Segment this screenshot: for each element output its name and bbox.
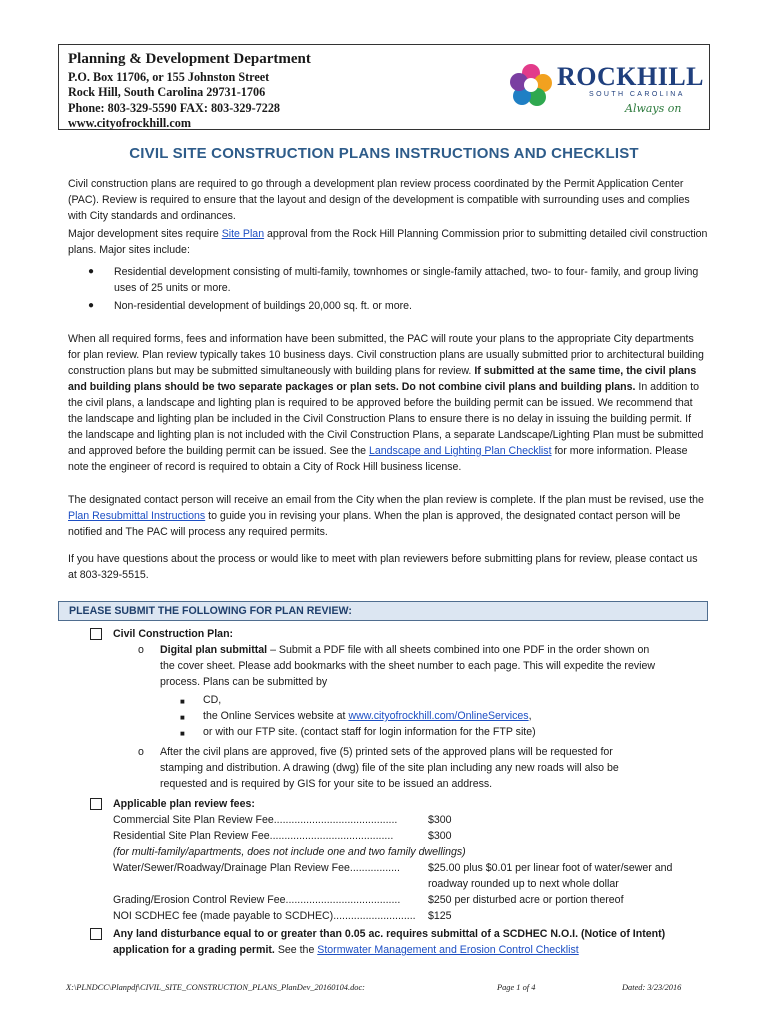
square-bullet-icon: ■ (180, 729, 185, 738)
website[interactable]: www.cityofrockhill.com (68, 115, 191, 130)
land-disturbance-checkbox[interactable] (90, 928, 102, 940)
logo-tagline: Always on (625, 102, 682, 115)
digital-submittal-label: Digital plan submittal (160, 644, 268, 656)
fee-name: NOI SCDHEC fee (made payable to SCDHEC) (113, 910, 334, 922)
landscape-checklist-link[interactable]: Landscape and Lighting Plan Checklist (368, 445, 552, 457)
fee-dots: ................. (349, 862, 400, 874)
fees-label: Applicable plan review fees: (113, 798, 255, 810)
fee-amount: $300 (428, 830, 452, 842)
fee-name: Grading/Erosion Control Review Fee (113, 894, 286, 906)
square-bullet-icon: ■ (180, 697, 185, 706)
site-plan-link[interactable]: Site Plan (221, 228, 265, 240)
organization-block (68, 50, 311, 131)
contact-text-a: The designated contact person will receive an email from the City when the plan review is complete. If the plan must be revised, use the (68, 494, 704, 506)
digital-submittal-line-1 (160, 642, 649, 658)
option-ftp: or with our FTP site. (contact staff for login information for the FTP site) (203, 726, 536, 738)
fee-name: Water/Sewer/Roadway/Drainage Plan Review Fee (113, 862, 350, 874)
circle-bullet-icon: o (138, 746, 144, 758)
circle-bullet-icon: o (138, 644, 144, 656)
fee-amount-continued: roadway rounded up to next whole dollar (428, 878, 619, 890)
logo-wordmark: ROCKHILL (557, 62, 705, 91)
letterhead (58, 44, 710, 130)
option-online-text: the Online Services website at (203, 710, 349, 722)
fees-checkbox[interactable] (90, 798, 102, 810)
major-sites-paragraph (68, 226, 708, 258)
approved-plans-line-2: stamping and distribution. A drawing (dwg) file of the site plan including any new roads will also be (160, 762, 619, 774)
fee-dots: .......................................... (269, 830, 394, 842)
rock-hill-logo (507, 55, 705, 123)
fee-row-noi (113, 908, 416, 924)
phone-fax: Phone: 803-329-5590 FAX: 803-329-7228 (68, 100, 281, 115)
approved-plans-line-1: After the civil plans are approved, five (5) printed sets of the approved plans will be requested for (160, 746, 613, 758)
org-name: Planning & Development Department (68, 51, 311, 67)
address-line-2: Rock Hill, South Carolina 29731-1706 (68, 85, 266, 100)
fee-dots: ............................ (333, 910, 416, 922)
major-sites-text-b: approval from the Rock Hill Planning Commission prior to submitting detailed civil construction plans. Major sites include: (68, 228, 708, 256)
resubmittal-link[interactable]: Plan Resubmittal Instructions (68, 510, 206, 522)
land-disturbance-bold: application for a grading permit. (113, 944, 275, 956)
section-heading: PLEASE SUBMIT THE FOLLOWING FOR PLAN REVIEW: (69, 605, 352, 617)
contact-text-b: to guide you in revising your plans. When the plan is approved, the designated contact person will be notified and The PAC will process any required permits. (68, 510, 681, 538)
fee-name: Commercial Site Plan Review Fee (113, 814, 274, 826)
footer-page-number: Page 1 of 4 (497, 983, 536, 992)
digital-submittal-line-2: the cover sheet. Please add bookmarks with the sheet number to each page. This will expedite the review (160, 660, 656, 672)
option-online-comma: , (528, 710, 532, 722)
land-disturbance-see: See the (274, 944, 318, 956)
fee-row-water-sewer (113, 860, 400, 876)
digital-submittal-text: – Submit a PDF file with all sheets combined into one PDF in the order shown on (267, 644, 650, 656)
fee-row-commercial (113, 812, 397, 828)
process-warning: If submitted at the same time, the civil plans and building plans should be two separate packages or plan sets. Do not combine civil plans and building plans. (68, 365, 697, 393)
square-bullet-icon: ■ (180, 713, 185, 722)
pinwheel-icon (507, 61, 555, 109)
section-heading-bar (58, 601, 708, 621)
bullet-residential: Residential development consisting of multi-family, townhomes or single-family attached, two- to four- family, and group living uses of 25 units or more. (114, 266, 699, 294)
digital-submittal-line-3: process. Plans can be submitted by (160, 676, 328, 688)
fee-amount: $300 (428, 814, 452, 826)
stormwater-checklist-link[interactable]: Stormwater Management and Erosion Control Checklist (317, 944, 579, 956)
online-services-link[interactable]: www.cityofrockhill.com/OnlineServices (348, 710, 529, 722)
footer-date: Dated: 3/23/2016 (622, 983, 682, 992)
document-title: CIVIL SITE CONSTRUCTION PLANS INSTRUCTIONS AND CHECKLIST (129, 145, 639, 162)
fee-row-residential (113, 828, 393, 844)
footer-file-path: X:\PLNDCC\Planpdf\CIVIL_SITE_CONSTRUCTION_PLANS_PlanDev_20160104.doc: (66, 983, 365, 992)
approved-plans-line-3: requested and is required by GIS for your site to be issued an address. (160, 778, 493, 790)
option-online (203, 708, 532, 724)
intro-paragraph: Civil construction plans are required to go through a development plan review process coordinated by the Permit Application Center (PAC). Review is required to ensure that the layout and design of the development is compatible with surrounding uses and complies with City standards and ordinances. (68, 178, 690, 222)
process-text-a: When all required forms, fees and information have been submitted, the PAC will route your plans to the appropriate City departments for plan review. Plan review typically takes 10 business days. Civil construction plans are usually submitted prior to architectural building construction plans but may be submitted simultaneously with building plans for review. (68, 333, 704, 377)
fee-dots: .......................................... (273, 814, 398, 826)
fee-name: Residential Site Plan Review Fee (113, 830, 270, 842)
fee-row-grading (113, 892, 400, 908)
address-line-1: P.O. Box 11706, or 155 Johnston Street (68, 70, 270, 84)
civil-plan-label: Civil Construction Plan: (113, 628, 234, 640)
process-text-b: In addition to the civil plans, a landscape and lighting plan is required to be approved before the building permit can be issued. We recommend that the landscape and lighting plan be included in the Civil Construction Plans to ensure there is no delay in issuing the building permit. If the landscape and lighting plan is not included with the Civil Construction Plans, a separate Landscape/Lighting Plan must be submitted and approved before the building permit can be issued. See the (68, 381, 704, 457)
fee-dots: ....................................... (285, 894, 401, 906)
fee-amount: $25.00 plus $0.01 per linear foot of water/sewer and (428, 862, 673, 874)
land-disturbance-line-1: Any land disturbance equal to or greater than 0.05 ac. requires submittal of a SCDHEC N.O.I. (Notice of Intent) (113, 928, 666, 940)
fee-amount: $125 (428, 910, 452, 922)
logo-state: SOUTH CAROLINA (589, 91, 685, 98)
fee-amount: $250 per disturbed acre or portion thereof (428, 894, 624, 906)
questions-paragraph: If you have questions about the process or would like to meet with plan reviewers before submitting plans for review, please contact us at 803-329-5515. (68, 553, 698, 581)
major-sites-text-a: Major development sites require (68, 228, 222, 240)
bullet-icon: ● (88, 266, 95, 277)
land-disturbance-line-2 (113, 942, 579, 958)
bullet-non-residential: Non-residential development of buildings 20,000 sq. ft. or more. (114, 300, 412, 312)
process-text-c: for more information. Please note the engineer of record is required to obtain a City of Rock Hill business license. (68, 445, 688, 473)
residential-fee-note: (for multi-family/apartments, does not include one and two family dwellings) (113, 846, 466, 858)
option-cd: CD, (203, 694, 222, 706)
process-paragraph (68, 331, 708, 475)
civil-plan-checkbox[interactable] (90, 628, 102, 640)
bullet-icon: ● (88, 300, 95, 311)
contact-paragraph (68, 492, 708, 540)
